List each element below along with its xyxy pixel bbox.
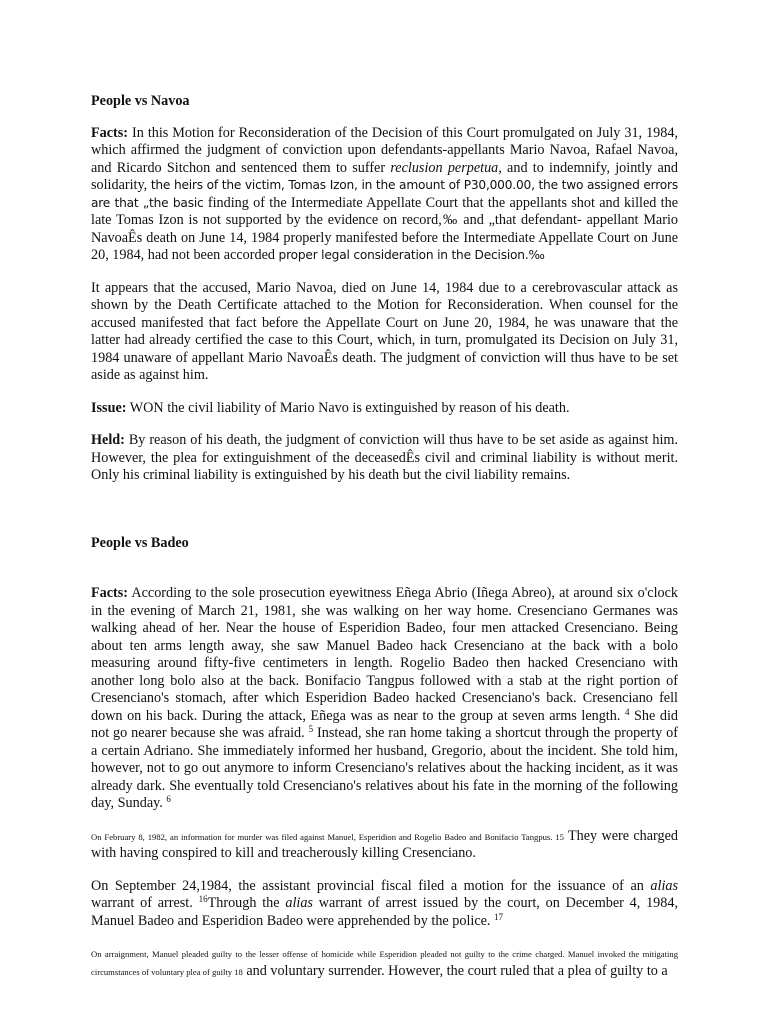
- badeo-warrant-paragraph: [91, 878, 678, 931]
- facts-text: In this Motion for Reconsideration of the Decision of this Court promulgated on July 31, 1984, which affirmed the judgment of conviction upon defendants-appellants Mario Navoa, Rafael Navoa, and Ricardo Sitchon and sentenced them to suffer: [91, 124, 678, 176]
- footnote-16: 16: [198, 894, 208, 904]
- facts-alt-font-line2: proper legal consideration in the Decision.‰: [278, 248, 545, 262]
- footnote-4: 4: [624, 706, 630, 717]
- case-title-badeo: People vs Badeo: [91, 534, 189, 551]
- facts-alt-font-line: the heirs of the victim, Tomas Izon, in the amount of P30,000.00, the two assigned errors are that „the basic: [91, 178, 678, 210]
- navoa-death-paragraph: It appears that the accused, Mario Navoa, died on June 14, 1984 due to a cerebrovascular attack as shown by the Death Certificate attached to the Motion for Reconsideration. When counsel for the accused manifested that fact before the Appellate Court on June 20, 1984, he was unaware that the latter had already certified the case to this Court, which, in turn, promulgated its Decision on July 31, 1984 unaware of appellant Mario NavoaÊs death. The judgment of conviction will thus have to be set aside as against him.: [91, 279, 678, 383]
- facts-label: Facts:: [91, 124, 129, 141]
- small-print-text: On February 8, 1982, an information for murder was filed against Manuel, Esperidion and Rogelio Badeo and Bonifacio Tangpus. 15: [91, 831, 564, 842]
- footnote-5: 5: [308, 724, 314, 734]
- alias-term: alias: [650, 877, 678, 894]
- held-text: By reason of his death, the judgment of conviction will thus have to be set aside as against him. However, the plea for extinguishment of the deceasedÊs civil and criminal liability is without merit. Only his criminal liability is extinguished by his death but the civil liability remains.: [91, 432, 678, 483]
- charged-text: They were charged with having conspired to kill and treacherously killing Cresenciano.: [91, 827, 679, 861]
- badeo-information-paragraph: [91, 828, 678, 863]
- warrant-text-cont3: warrant of arrest issued by the court, on December 4, 1984, Manuel Badeo and Esperidion Badeo were apprehended by the police.: [91, 895, 679, 929]
- facts-text-cont2: Instead, she ran home taking a shortcut through the property of a certain Adriano. She immediately informed her husband, Gregorio, about the incident. She told him, however, not to go out anymore to inform Cresenciano's relatives about the hacking incident, as it was already dark. She eventually told Cresenciano's relatives about his fate in the morning of the following day, Sunday.: [91, 725, 679, 811]
- warrant-text-cont2: Through the: [207, 895, 286, 911]
- facts-text: According to the sole prosecution eyewitness Eñega Abrio (Iñega Abreo), at around six o'clock in the evening of March 21, 1981, she was walking on her way home. Cresenciano Germanes was walking ahead of her. Near the house of Esperidion Badeo, four men attacked Cresenciano. Being about ten arms length away, she saw Manuel Badeo hack Cresenciano at the back with a bolo measuring around fifty-five centimeters in length. Rogelio Badeo then hacked Cresenciano with another long bolo also at the back. Bonifacio Tangpus followed with a stab at the right portion of Cresenciano's stomach, after which Esperidion Badeo hacked Cresenciano's back. Cresenciano fell down on his back. During the attack, Eñega was as near to the group at seven arms length.: [91, 585, 678, 724]
- facts-text-cont: and to indemnify, jointly and solidarity,: [91, 159, 678, 193]
- navoa-facts-paragraph: [91, 125, 678, 265]
- footnote-6: 6: [166, 794, 171, 804]
- facts-text-cont: She did not go nearer because she was afraid.: [91, 707, 678, 741]
- small-print-text: On arraignment, Manuel pleaded guilty to the lesser offense of homicide while Esperidion pleaded not guilty to the crime charged. Manuel invoked the mitigating circumstances of voluntary plea of guilty 18: [91, 949, 678, 977]
- warrant-text: On September 24,1984, the assistant provincial fiscal filed a motion for the issuance of an: [91, 877, 651, 894]
- badeo-facts-paragraph: [91, 585, 678, 813]
- document-page: [91, 93, 678, 980]
- badeo-arraignment-paragraph: [91, 945, 678, 980]
- navoa-issue-paragraph: [91, 400, 678, 418]
- facts-text-cont2: finding of the Intermediate Appellate Court that the appellants shot and killed the late Tomas Izon is not supported by the evidence on record,‰ and „that defendant- appellant Mario NavoaÊs death on June 14, 1984 properly manifested before the Intermediate Appellate Court on June 20, 1984, had not been accorded: [91, 194, 679, 263]
- navoa-held-paragraph: [91, 432, 678, 485]
- alias-term-2: alias: [285, 895, 313, 911]
- held-label: Held:: [91, 432, 125, 448]
- footnote-17: 17: [494, 911, 504, 922]
- surrender-text: and voluntary surrender. However, the court ruled that a plea of guilty to a: [242, 962, 668, 979]
- warrant-text-cont: warrant of arrest.: [91, 895, 199, 911]
- issue-text: WON the civil liability of Mario Navo is extinguished by reason of his death.: [126, 399, 570, 416]
- facts-italic-term: reclusion perpetua,: [390, 159, 502, 176]
- issue-label: Issue:: [91, 399, 127, 416]
- case-title-navoa: People vs Navoa: [91, 93, 190, 109]
- facts-label: Facts:: [91, 585, 129, 601]
